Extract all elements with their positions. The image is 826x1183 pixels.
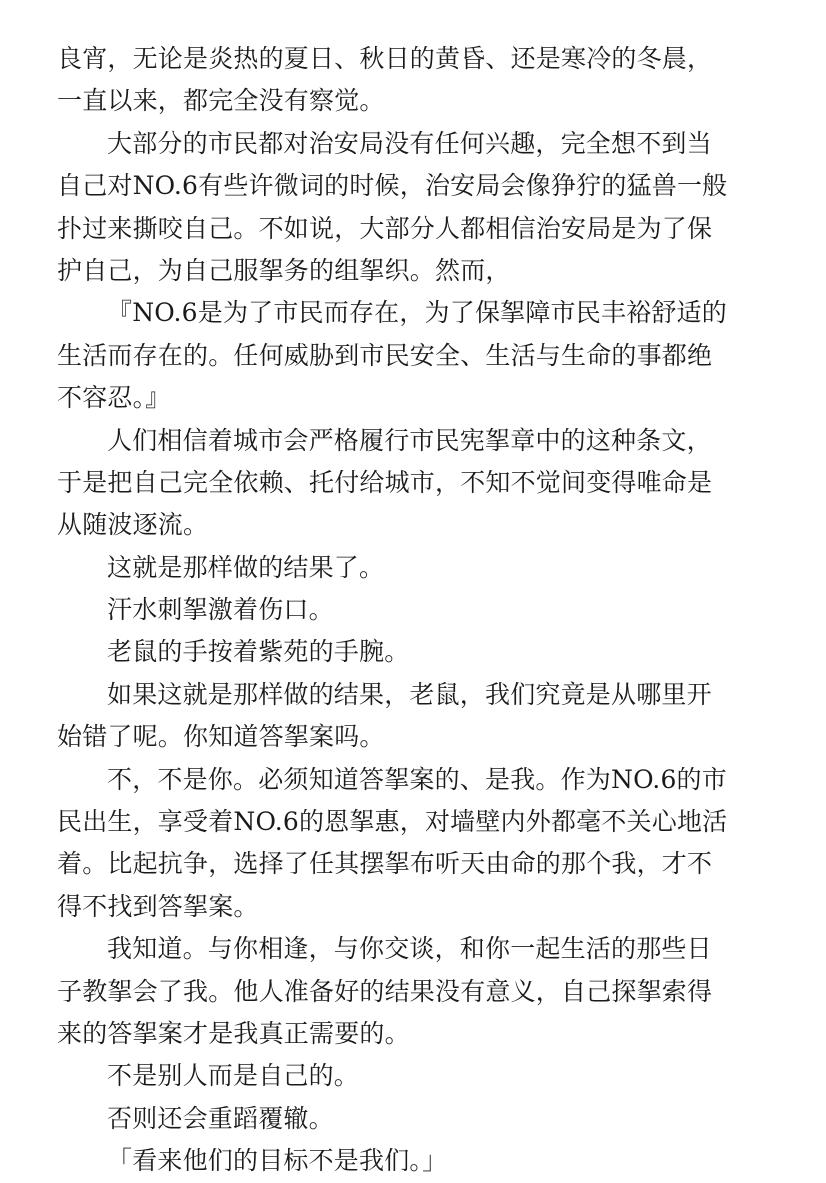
text-line: 扑过来撕咬自己。不如说，大部分人都相信治安局是为了保 [57,213,713,243]
text-line: 『NO.6是为了市民而存在，为了保挐障市民丰裕舒适的 [107,298,727,328]
text-line: 大部分的市民都对治安局没有任何兴趣，完全想不到当 [107,128,712,158]
text-line: 子教挐会了我。他人准备好的结果没有意义，自己探挐索得 [57,976,713,1006]
text-line: 「看来他们的目标不是我们。」 [107,1146,448,1176]
text-line: 生活而存在的。任何威胁到市民安全、生活与生命的事都绝 [57,340,713,370]
text-line: 一直以来，都完全没有察觉。 [57,86,385,116]
text-line: 从随波逐流。 [57,510,209,540]
text-line: 良宵，无论是炎热的夏日、秋日的黄昏、还是寒冷的冬晨， [57,44,713,73]
text-line: 来的答挐案才是我真正需要的。 [57,1018,410,1048]
text-line: 人们相信着城市会严格履行市民宪挐章中的这种条文， [107,425,712,455]
text-line: 汗水刺挐激着伤口。 [107,595,334,625]
text-line: 护自己，为自己服挐务的组挐织。然而， [57,255,511,285]
text-line: 始错了呢。你知道答挐案吗。 [57,722,385,752]
text-line: 老鼠的手按着紫苑的手腕。 [107,637,410,667]
text-line: 否则还会重蹈覆辙。 [107,1103,334,1133]
text-line: 不是别人而是自己的。 [107,1061,360,1091]
text-line: 民出生，享受着NO.6的恩挐惠，对墙壁内外都毫不关心地活 [57,807,728,837]
text-line: 我知道。与你相逢，与你交谈，和你一起生活的那些日 [107,934,712,964]
text-line: 自己对NO.6有些许微词的时候，治安局会像狰狞的猛兽一般 [57,171,728,201]
text-line: 这就是那样做的结果了。 [107,552,385,582]
text-line: 着。比起抗争，选择了任其摆挐布听天由命的那个我，才不 [57,849,713,879]
text-line: 如果这就是那样做的结果，老鼠，我们究竟是从哪里开 [107,679,712,709]
text-line: 于是把自己完全依赖、托付给城市，不知不觉间变得唯命是 [57,467,713,497]
text-line: 不，不是你。必须知道答挐案的、是我。作为NO.6的市 [107,764,727,794]
text-line: 不容忍。』 [57,383,171,413]
text-line: 得不找到答挐案。 [57,891,259,921]
